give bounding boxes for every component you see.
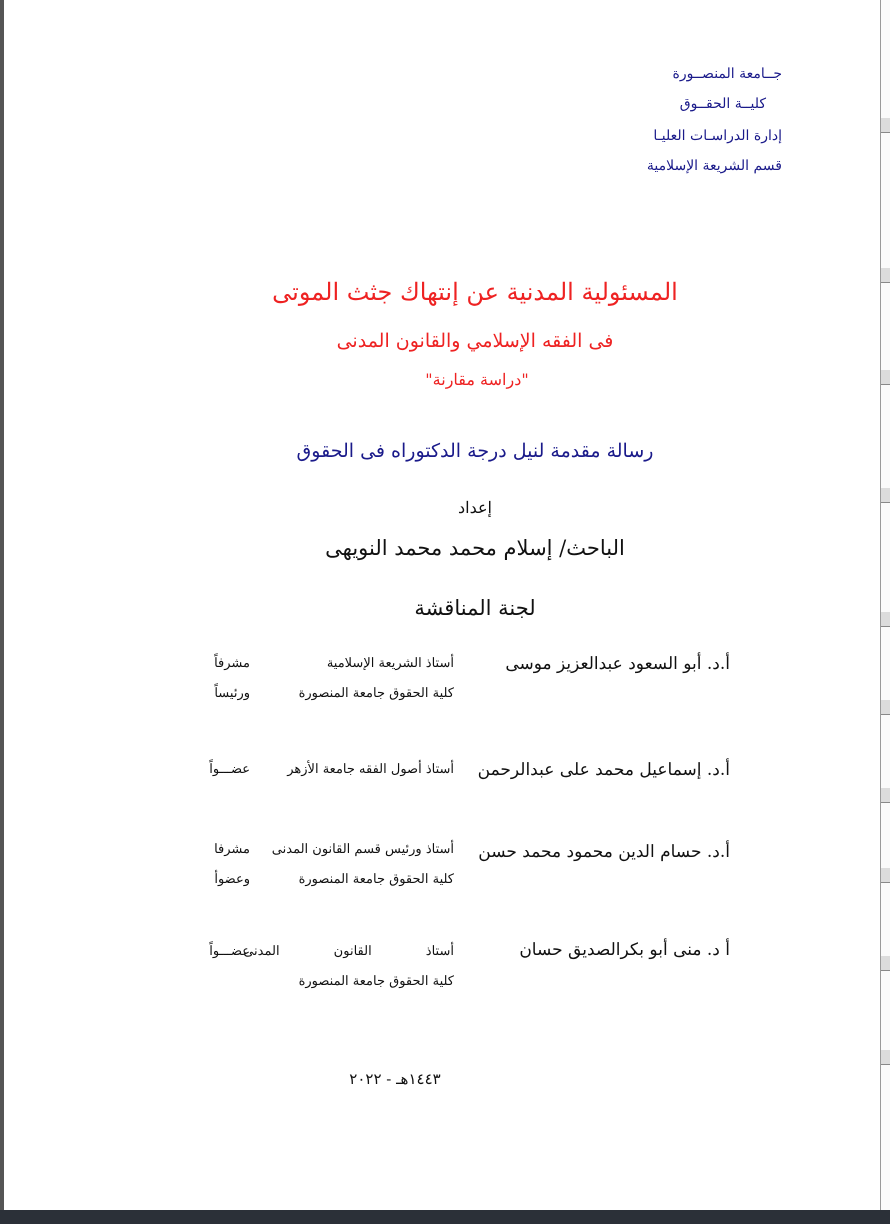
scroll-marker (881, 868, 890, 883)
committee-member-name: أ د. منى أبو بكرالصديق حسان (519, 940, 730, 960)
scroll-marker (881, 700, 890, 715)
scroll-marker (881, 956, 890, 971)
committee-heading: لجنة المناقشة (414, 596, 536, 620)
department-name: قسم الشريعة الإسلامية (646, 158, 782, 174)
scroll-marker (881, 118, 890, 133)
committee-member-role: أستاذ ورئيس قسم القانون المدنى (271, 842, 454, 857)
university-name: جــامعة المنصــورة (672, 66, 782, 82)
committee-member-affiliation: كلية الحقوق جامعة المنصورة (298, 686, 454, 701)
committee-member-name: أ.د. أبو السعود عبدالعزيز موسى (505, 654, 730, 674)
committee-member-rank: ورئيساً (214, 686, 250, 701)
faculty-name: كليــة الحقــوق (679, 96, 766, 112)
scroll-marker (881, 788, 890, 803)
thesis-note: "دراسة مقارنة" (425, 370, 529, 389)
page-left-border (0, 0, 4, 1210)
committee-member-rank: مشرفا (214, 842, 250, 857)
committee-member-rank: وعضوأ (214, 872, 250, 887)
prepared-by-label: إعداد (458, 498, 492, 517)
date-line: ١٤٤٣هـ - ٢٠٢٢ (349, 1070, 441, 1088)
committee-member-rank: مشرفاً (214, 656, 250, 671)
thesis-title: المسئولية المدنية عن إنتهاك جثث الموتى (272, 278, 678, 306)
degree-statement: رسالة مقدمة لنيل درجة الدكتوراه فى الحقوق (296, 440, 654, 462)
committee-member-role: أستاذ الشريعة الإسلامية (326, 656, 454, 671)
administration-name: إدارة الدراسـات العليـا (653, 128, 782, 144)
committee-member-affiliation: كلية الحقوق جامعة المنصورة (298, 872, 454, 887)
committee-member-name: أ.د. حسام الدين محمود محمد حسن (478, 842, 730, 862)
committee-member-role: أستاذ القانون المدنى (243, 944, 454, 959)
committee-member-affiliation: كلية الحقوق جامعة المنصورة (298, 974, 454, 989)
scroll-marker (881, 1050, 890, 1065)
thesis-subtitle: فى الفقه الإسلامي والقانون المدنى (336, 330, 614, 352)
researcher-name: الباحث/ إسلام محمد محمد النويهى (325, 536, 625, 560)
committee-member-role: أستاذ أصول الفقه جامعة الأزهر (287, 762, 454, 777)
committee-member-rank: عضـــواً (209, 762, 250, 777)
committee-member-name: أ.د. إسماعيل محمد على عبدالرحمن (477, 760, 730, 780)
committee-member-rank: عضـــواً (209, 944, 250, 959)
bottom-status-bar (0, 1210, 890, 1224)
